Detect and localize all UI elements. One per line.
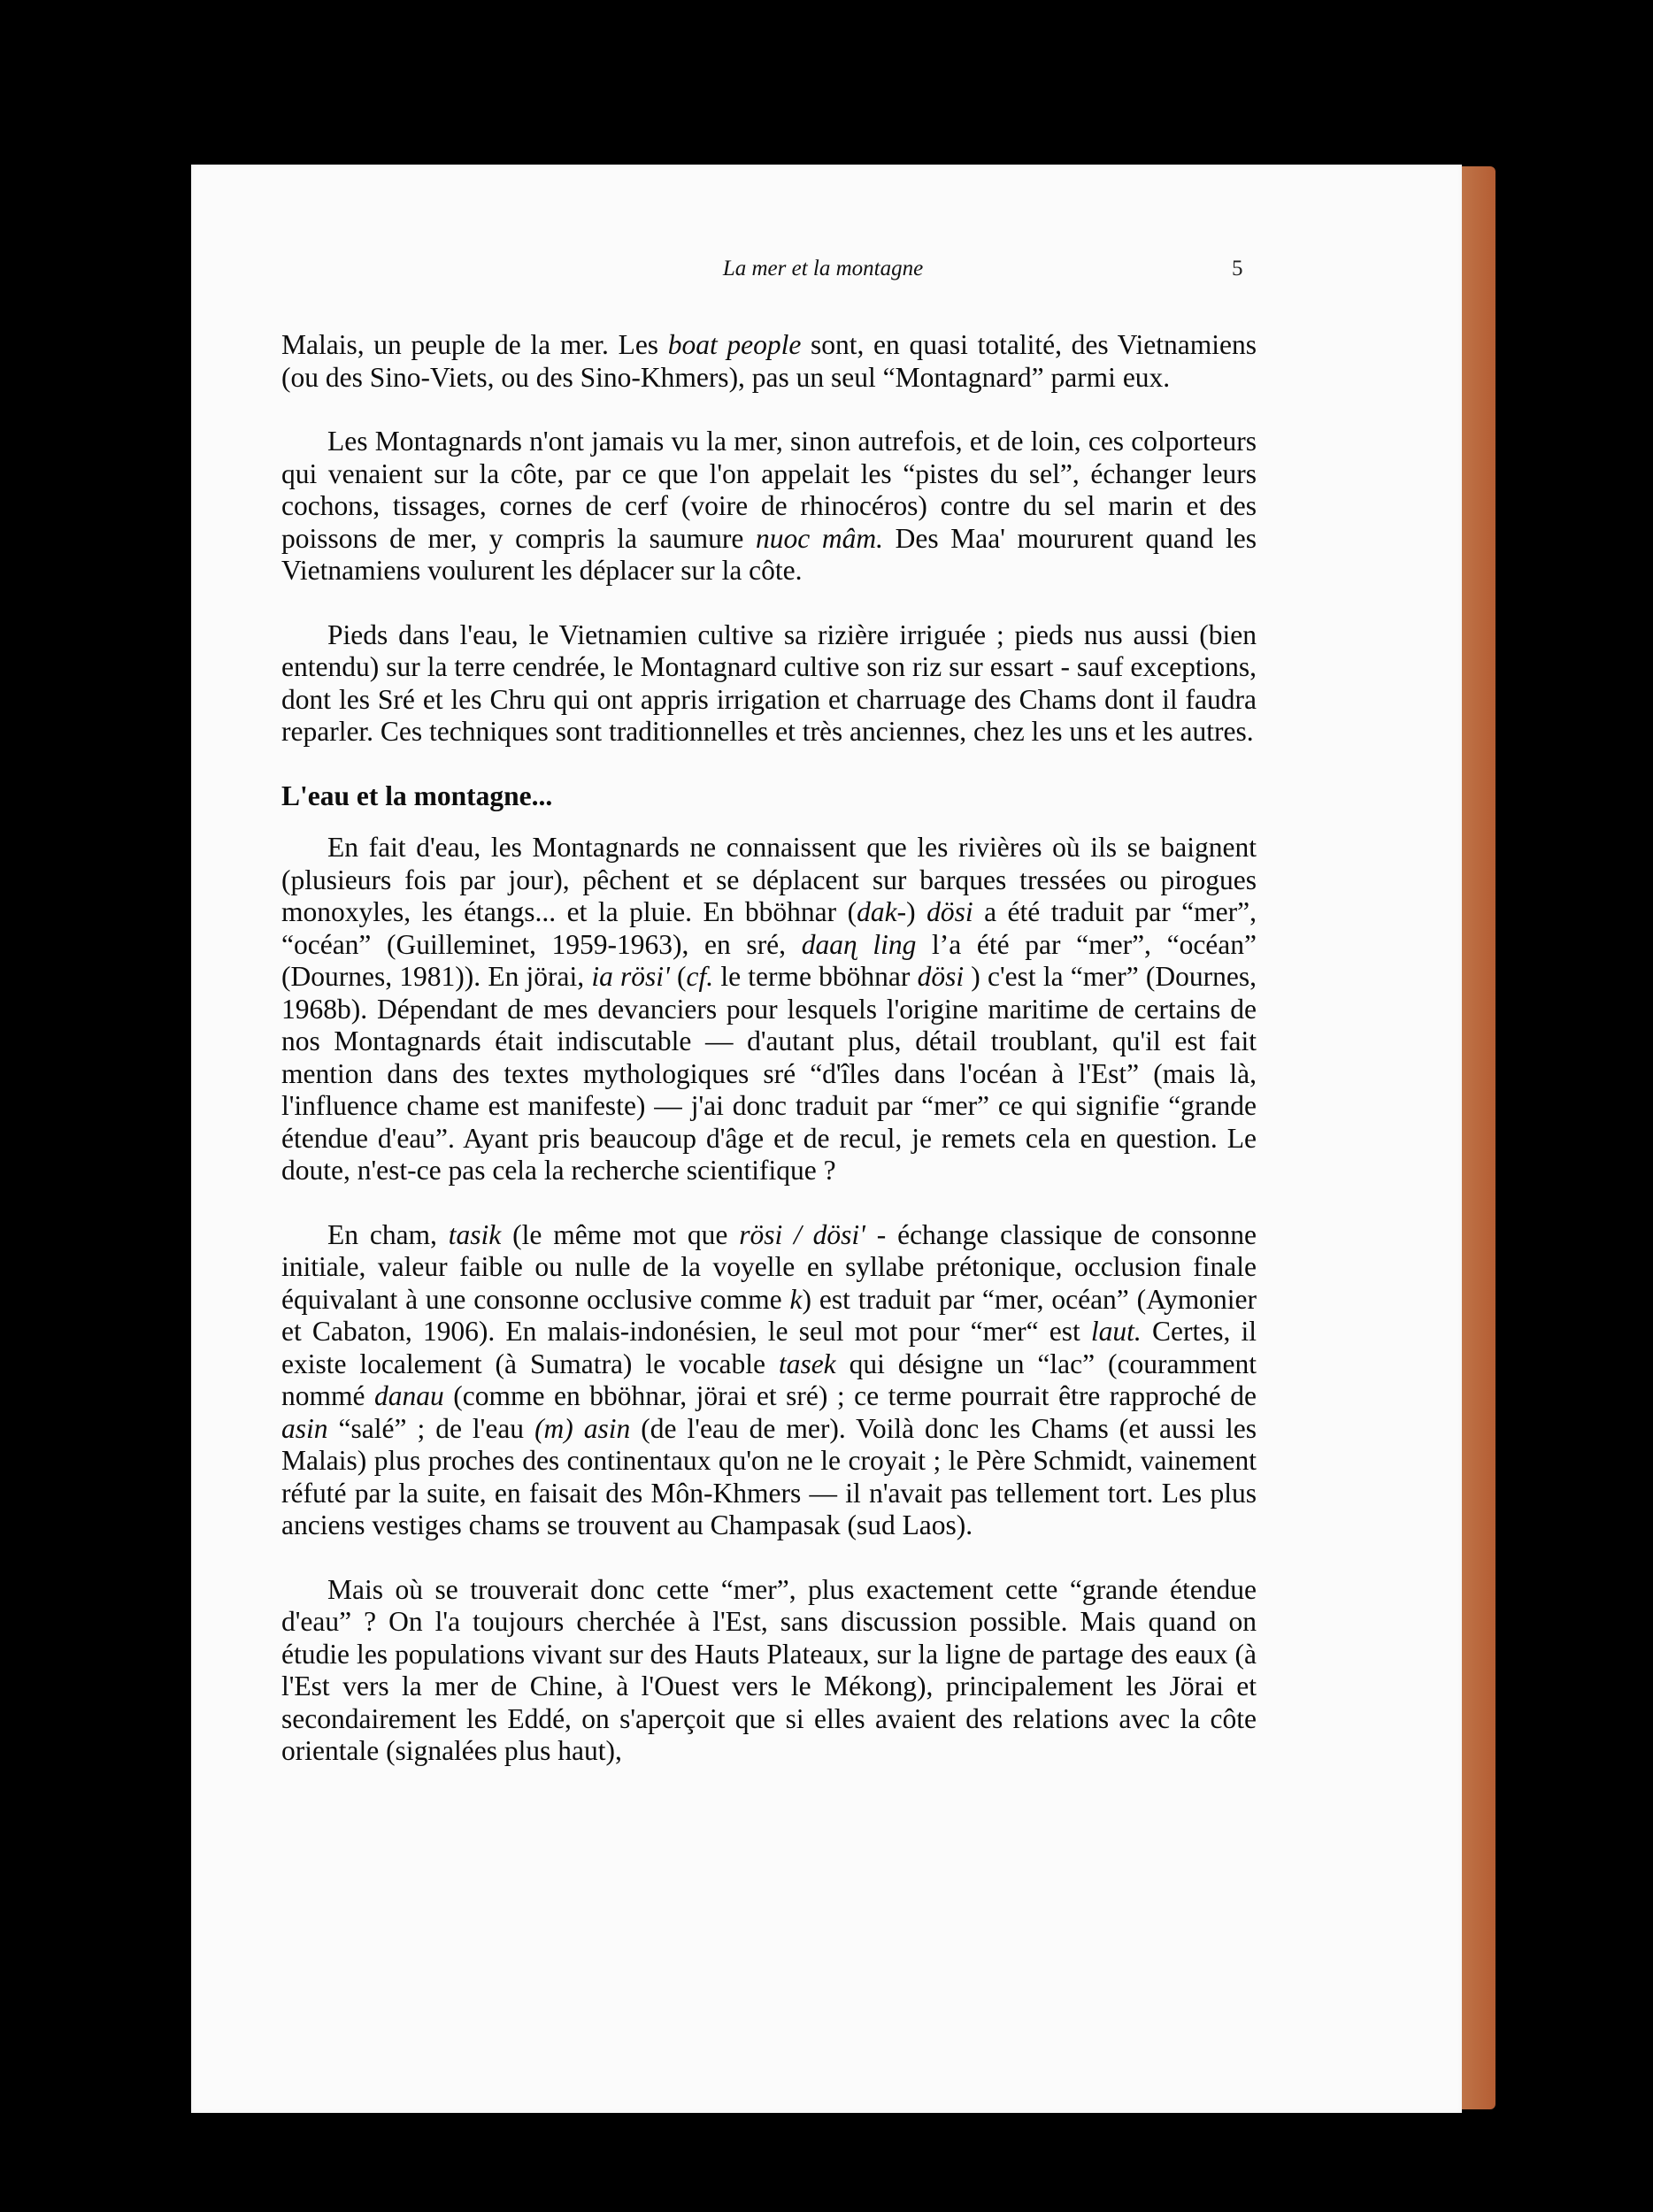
paragraph: Les Montagnards n'ont jamais vu la mer, sinon autrefois, et de loin, ces colporteurs qui venaient sur la côte, par ce que l'on appelait les “pistes du sel”, échanger leurs cochons, tissages, cornes de cerf (voire de rhinocéros) contre du sel marin et des poissons de mer, y compris la saumure nuoc mâm. Des Maa' moururent quand les Vietnamiens voulurent les déplacer sur la côte.: [281, 426, 1257, 586]
italic-term: rösi / dösi': [739, 1218, 865, 1250]
italic-term: dösi: [926, 896, 973, 927]
italic-term: tasek: [778, 1348, 836, 1379]
page-number: 5: [1232, 257, 1243, 280]
italic-term: tasik: [448, 1218, 502, 1250]
paragraph: Mais où se trouverait donc cette “mer”, plus exactement cette “grande étendue d'eau” ? On l'a toujours cherchée à l'Est, sans discussion possible. Mais quand on étudie les populations vivant sur des Hauts Plateaux, sur la ligne de partage des eaux (à l'Est vers la mer de Chine, à l'Ouest vers le Mékong), principalement les Jörai et secondairement les Eddé, on s'aperçoit que si elles avaient des relations avec la côte orientale (signalées plus haut),: [281, 1573, 1257, 1766]
italic-term: dak-: [857, 896, 907, 927]
italic-term: (m) asin: [534, 1412, 631, 1444]
running-head: [0, 257, 1653, 292]
paragraph: Malais, un peuple de la mer. Les boat people sont, en quasi totalité, des Vietnamiens (ou des Sino-Viets, ou des Sino-Khmers), pas un seul “Montagnard” parmi eux.: [281, 329, 1257, 393]
body-text: [281, 329, 1257, 1800]
italic-term: daaɳ ling: [801, 928, 917, 960]
section-heading: L'eau et la montagne...: [281, 780, 553, 811]
italic-term: nuoc mâm.: [755, 522, 883, 554]
italic-term: boat people: [667, 329, 802, 360]
italic-term: asin: [281, 1412, 328, 1444]
section-paragraphs: [281, 832, 1257, 1768]
italic-term: danau: [374, 1380, 444, 1411]
italic-term: cf.: [686, 961, 714, 992]
italic-term: k: [789, 1283, 803, 1315]
italic-term: laut.: [1090, 1316, 1142, 1347]
paragraph: En fait d'eau, les Montagnards ne connaissent que les rivières où ils se baignent (plusieurs fois par jour), pêchent et se déplacent sur barques tressées ou pirogues monoxyles, les étangs... et la pluie. En bböhnar (dak-) dösi a été traduit par “mer”, “océan” (Guilleminet, 1959-1963), en sré, daaɳ ling l’a été par “mer”, “océan” (Dournes, 1981)). En jörai, ia rösi' (cf. le terme bböhnar dösi ) c'est la “mer” (Dournes, 1968b). Dépendant de mes devanciers pour lesquels l'origine maritime de certains de nos Montagnards était indiscutable — d'autant plus, détail troublant, qu'il est fait mention dans des textes mythologiques sré “d'îles dans l'océan à l'Est” (mais là, l'influence chame est manifeste) — j'ai donc traduit par “mer” ce qui signifie “grande étendue d'eau”. Ayant pris beaucoup d'âge et de recul, je remets cela en question. Le doute, n'est-ce pas cela la recherche scientifique ?: [281, 832, 1257, 1186]
paragraph: En cham, tasik (le même mot que rösi / dösi' - échange classique de consonne initiale, valeur faible ou nulle de la voyelle en syllabe prétonique, occlusion finale équivalant à une consonne occlusive comme k) est traduit par “mer, océan” (Aymonier et Cabaton, 1906). En malais-indonésien, le seul mot pour “mer“ est laut. Certes, il existe localement (à Sumatra) le vocable tasek qui désigne un “lac” (couramment nommé danau (comme en bböhnar, jörai et sré) ; ce terme pourrait être rapproché de asin “salé” ; de l'eau (m) asin (de l'eau de mer). Voilà donc les Chams (et aussi les Malais) plus proches des continentaux qu'on ne le croyait ; le Père Schmidt, vainement réfuté par la suite, en faisait des Môn-Khmers — il n'avait pas tellement tort. Les plus anciens vestiges chams se trouvent au Champasak (sud Laos).: [281, 1218, 1257, 1540]
intro-paragraphs: [281, 329, 1257, 749]
italic-term: dösi: [917, 961, 965, 992]
running-title: La mer et la montagne: [722, 257, 924, 280]
italic-term: ia rösi': [591, 961, 670, 992]
paragraph: Pieds dans l'eau, le Vietnamien cultive sa rizière irriguée ; pieds nus aussi (bien entendu) sur la terre cendrée, le Montagnard cultive son riz sur essart - sauf exceptions, dont les Sré et les Chru qui ont appris irrigation et charruage des Chams dont il faudra reparler. Ces techniques sont traditionnelles et très anciennes, chez les uns et les autres.: [281, 618, 1257, 747]
